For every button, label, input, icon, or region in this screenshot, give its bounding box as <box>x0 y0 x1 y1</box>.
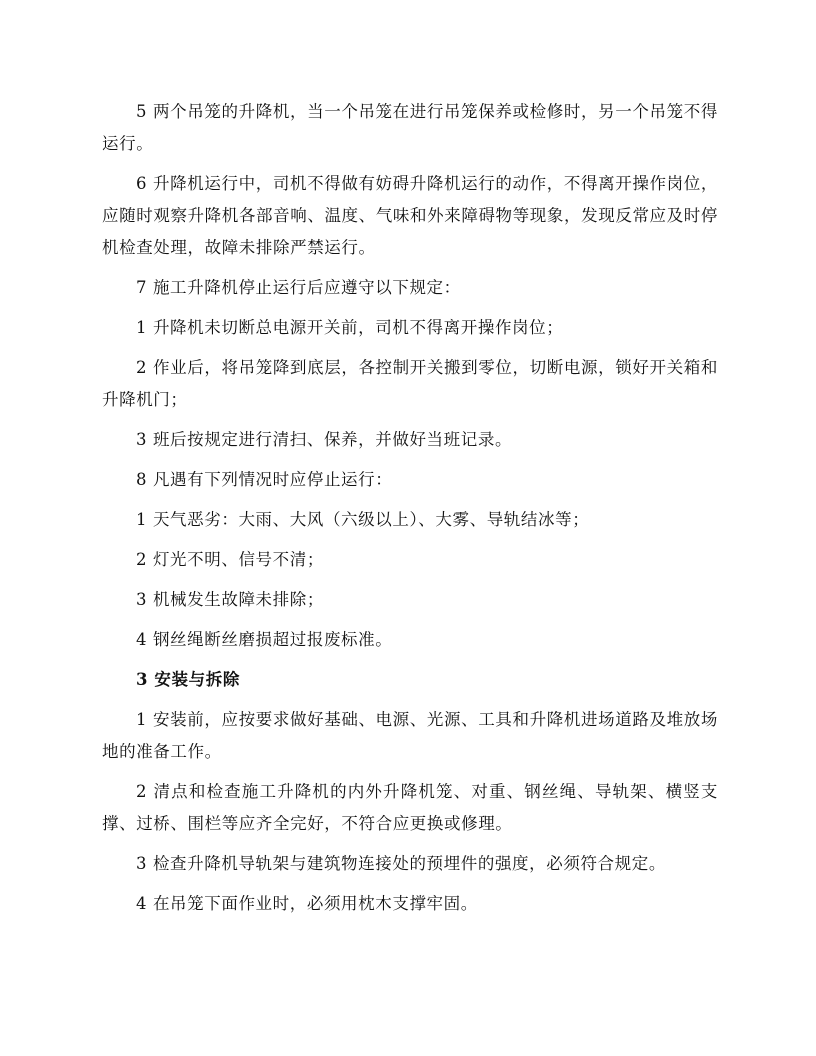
section-heading-install-removal: 3 安装与拆除 <box>136 670 240 689</box>
paragraph-install-2-inspection: 2 清点和检查施工升降机的内外升降机笼、对重、钢丝绳、导轨架、横竖支撑、过桥、围栏等应齐全完好，不符合应更换或修理。 <box>102 782 718 833</box>
paragraph-subitem-4-wire-rope: 4 钢丝绳断丝磨损超过报废标准。 <box>136 630 393 649</box>
paragraph-install-1-preparation: 1 安装前，应按要求做好基础、电源、光源、工具和升降机进场道路及堆放场地的准备工作。 <box>102 710 718 761</box>
paragraph-subitem-3-fault: 3 机械发生故障未排除； <box>136 590 324 609</box>
paragraph-item-7-after-stop: 7 施工升降机停止运行后应遵守以下规定： <box>136 278 461 297</box>
paragraph-subitem-1-weather: 1 天气恶劣：大雨、大风（六级以上）、大雾、导轨结冰等； <box>136 510 590 529</box>
paragraph-subitem-2-signal: 2 灯光不明、信号不清； <box>136 550 324 569</box>
paragraph-item-6-operation: 6 升降机运行中，司机不得做有妨碍升降机运行的动作，不得离开操作岗位，应随时观察升降机各部音响、温度、气味和外来障碍物等现象，发现反常应及时停机检查处理，故障未排除严禁运行。 <box>102 174 718 257</box>
paragraph-subitem-3-cleaning: 3 班后按规定进行清扫、保养，并做好当班记录。 <box>136 430 513 449</box>
paragraph-item-8-stop-conditions: 8 凡遇有下列情况时应停止运行： <box>136 470 393 489</box>
paragraph-item-5-dual-cage: 5 两个吊笼的升降机，当一个吊笼在进行吊笼保养或检修时，另一个吊笼不得运行。 <box>102 102 718 153</box>
paragraph-install-3-embedded-parts: 3 检查升降机导轨架与建筑物连接处的预埋件的强度，必须符合规定。 <box>136 854 666 873</box>
paragraph-subitem-2-after-work: 2 作业后，将吊笼降到底层，各控制开关搬到零位，切断电源，锁好开关箱和升降机门； <box>102 358 718 409</box>
document-page <box>102 96 718 928</box>
paragraph-install-4-support: 4 在吊笼下面作业时，必须用枕木支撑牢固。 <box>136 894 478 913</box>
paragraph-subitem-1-power: 1 升降机未切断总电源开关前，司机不得离开操作岗位； <box>136 318 564 337</box>
